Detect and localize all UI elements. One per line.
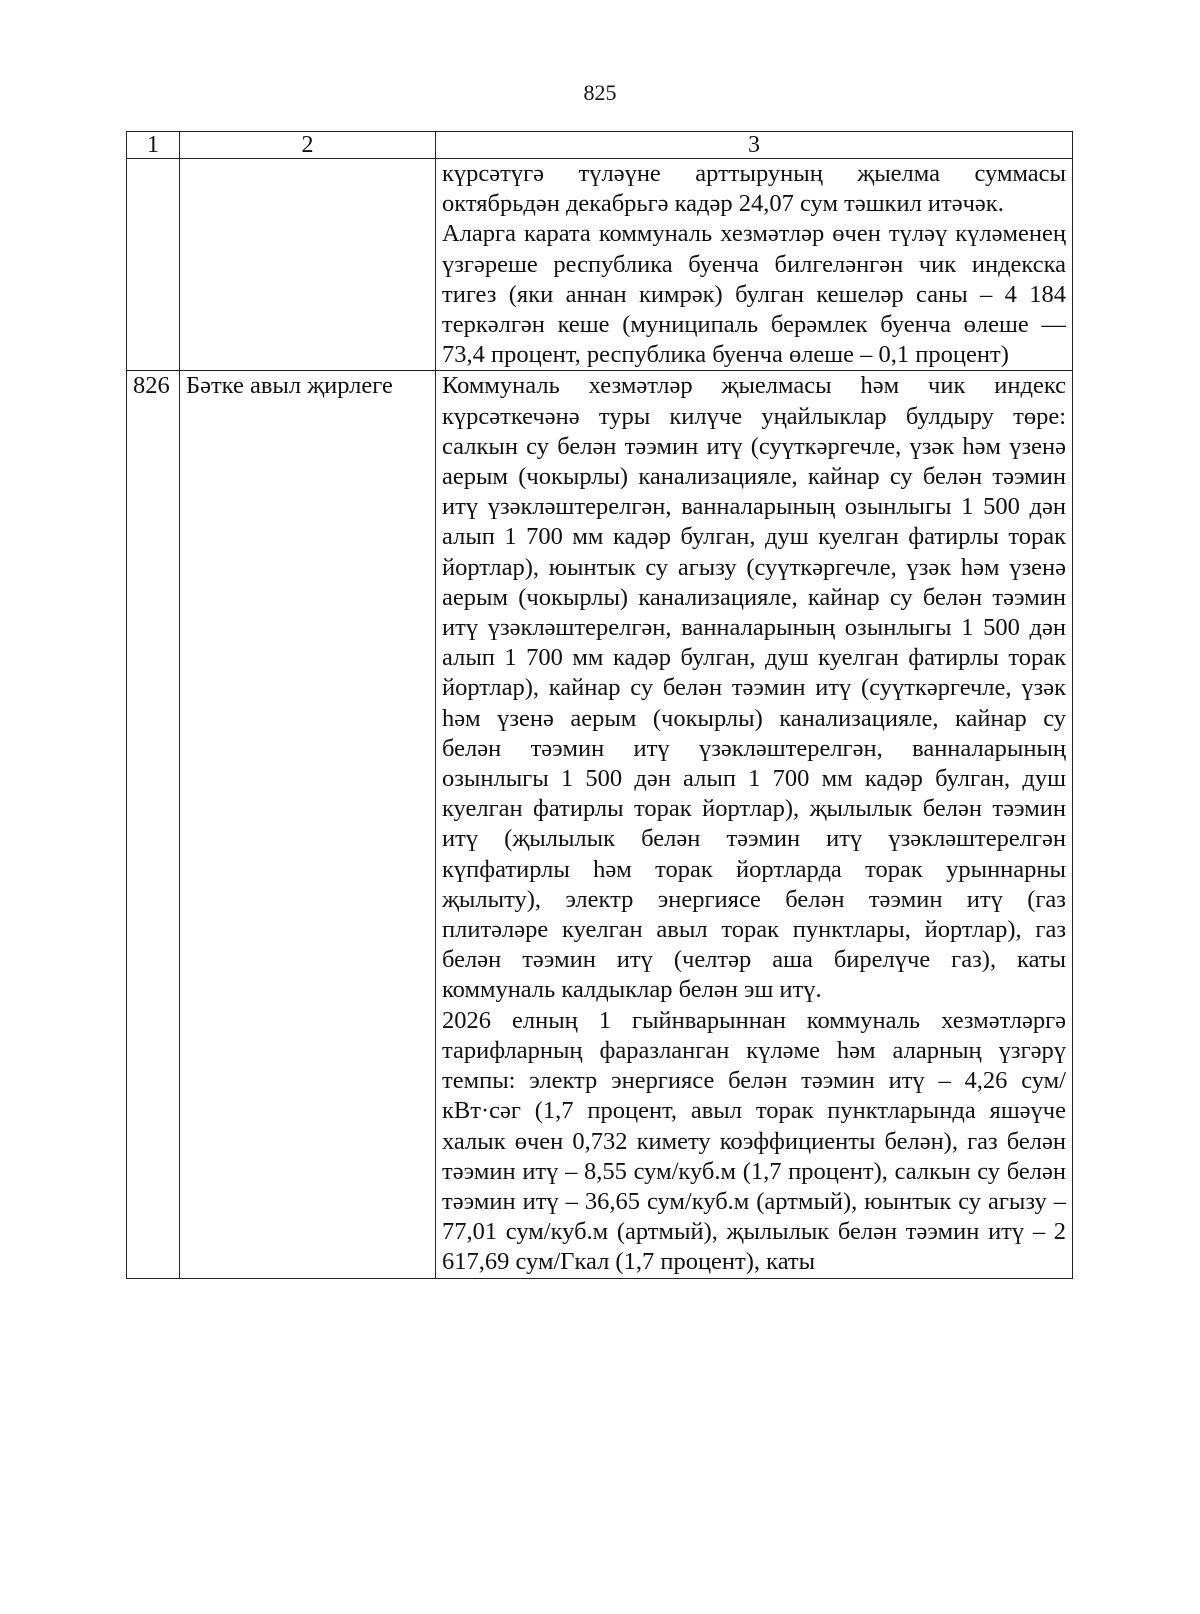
row-number-cell: 826 xyxy=(127,371,180,1278)
column-header-2: 2 xyxy=(180,132,436,159)
description-cell xyxy=(436,371,1073,1278)
data-table xyxy=(126,131,1073,1279)
paragraph: күрсәтүгә түләүне арттыруның җыелма суммасы октябрьдән декабрьгә кадәр 24,07 сум тәшкил итәчәк. xyxy=(442,160,1066,218)
table-header-row xyxy=(127,132,1073,159)
row-number-cell xyxy=(127,159,180,371)
column-header-3: 3 xyxy=(436,132,1073,159)
paragraph: Коммуналь хезмәтләр җыелмасы һәм чик индекс күрсәткечәнә туры килүче уңайлыклар булдыру төре: салкын су белән тәэмин итү (суүткәргечле, үзәк һәм үзенә аерым (чокырлы) канализацияле, кайнар су белән тәэмин итү үзәкләштерелгән, ванналарының озынлыгы 1 500 дән алып 1 700 мм кадәр булган, душ куелган фатирлы торак йортлар), юынтык су агызу (суүткәргечле, үзәк һәм үзенә аерым (чокырлы) канализацияле, кайнар су белән тәэмин итү үзәкләштерелгән, ванналарының озынлыгы 1 500 дән алып 1 700 мм кадәр булган, душ куелган фатирлы торак йортлар), кайнар су белән тәэмин итү (суүткәргечле, үзәк һәм үзенә аерым (чокырлы) канализацияле, кайнар су белән тәэмин итү үзәкләштерелгән, ванналарының озынлыгы 1 500 дән алып 1 700 мм кадәр булган, душ куелган фатирлы торак йортлар), җылылык белән тәэмин итү (җылылык белән тәэмин итү үзәкләштерелгән күпфатирлы һәм торак йортларда торак урыннарны җылыту), электр энергиясе белән тәэмин итү (газ плитәләре куелган авыл торак пунктлары, йортлар), газ белән тәэмин итү (челтәр аша бирелүче газ), каты коммуналь калдыклар белән эш итү. xyxy=(442,372,1066,1004)
paragraph: 2026 елның 1 гыйнварыннан коммуналь хезмәтләргә тарифларның фаразланган күләме һәм аларның үзгәрү темпы: электр энергиясе белән тәэмин итү – 4,26 сум/кВт·сәг (1,7 процент, авыл торак пунктларында яшәүче халык өчен 0,732 кимету коэффициенты белән), газ белән тәэмин итү – 8,55 сум/куб.м (1,7 процент), салкын су белән тәэмин итү – 36,65 сум/куб.м (артмый), юынтык су агызу – 77,01 сум/куб.м (артмый), җылылык белән тәэмин итү – 2 617,69 сум/Гкал (1,7 процент), каты xyxy=(442,1006,1066,1276)
settlement-name-cell xyxy=(180,159,436,371)
paragraph: Аларга карата коммуналь хезмәтләр өчен түләү күләменең үзгәреше республика буенча билгеләнгән чик индекска тигез (яки аннан кимрәк) булган кешеләр саны – 4 184 теркәлгән кеше (муниципаль берәмлек буенча өлеше — 73,4 процент, республика буенча өлеше – 0,1 процент) xyxy=(442,220,1066,369)
table-row xyxy=(127,371,1073,1278)
table-row xyxy=(127,159,1073,371)
column-header-1: 1 xyxy=(127,132,180,159)
page-number: 825 xyxy=(583,80,617,105)
description-cell xyxy=(436,159,1073,371)
settlement-name-cell: Бәтке авыл җирлеге xyxy=(180,371,436,1278)
